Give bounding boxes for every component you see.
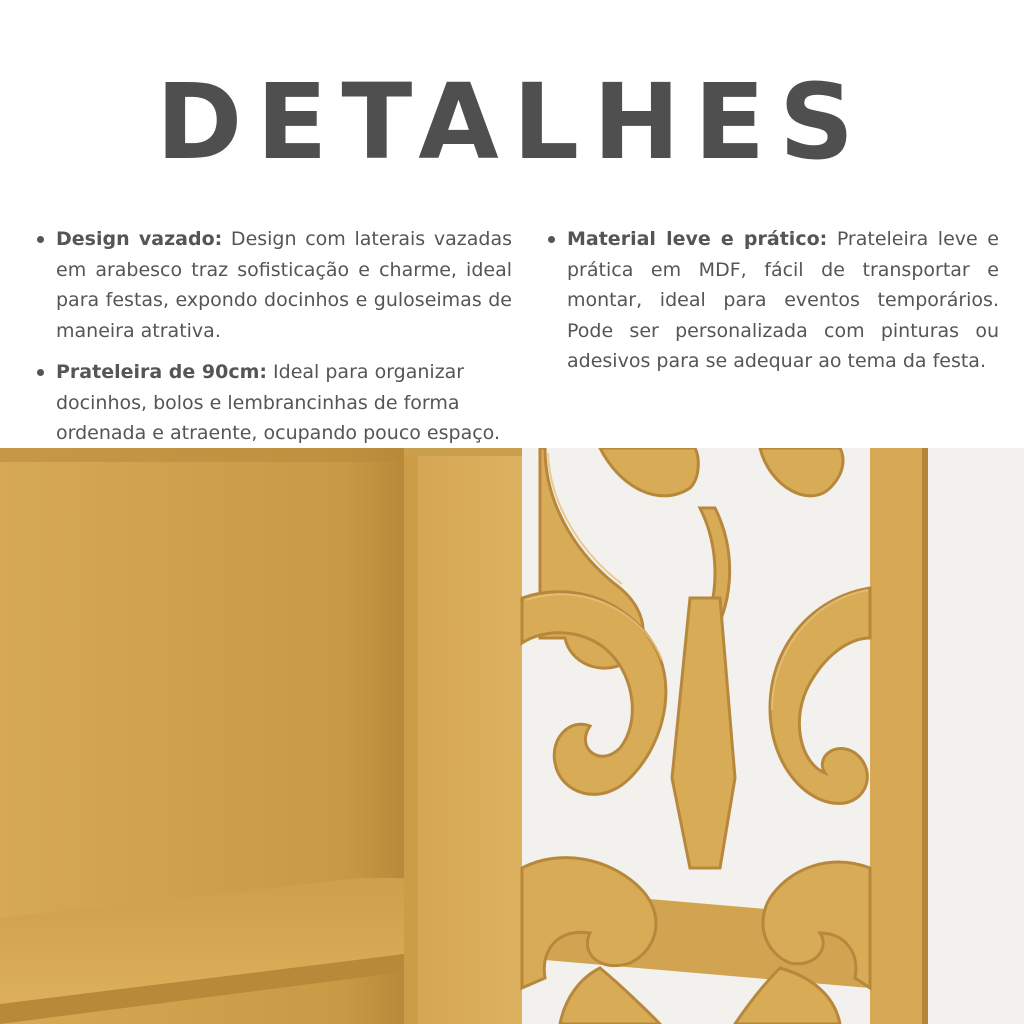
features-left [34, 224, 512, 460]
feature-design-vazado [34, 224, 512, 346]
feature-text: Design com laterais vazadas em arabesco traz sofisticação e charme, ideal para festas, expondo docinhos e guloseimas de maneira atrativa. [56, 228, 513, 342]
feature-label: Prateleira de 90cm: [56, 361, 268, 383]
feature-text: Ideal para organizar docinhos, bolos e lembrancinhas de forma ordenada e atraente, ocupando pouco espaço. [56, 361, 500, 444]
shelf-illustration [0, 448, 1024, 1024]
feature-material-leve [545, 224, 999, 377]
features-right [545, 224, 999, 388]
ornament-frame-right [870, 448, 924, 1024]
feature-label: Material leve e prático: [567, 228, 828, 250]
feature-prateleira-90cm [34, 357, 512, 449]
product-photo [0, 448, 1024, 1024]
page-title: DETALHES [156, 61, 868, 183]
feature-label: Design vazado: [56, 228, 223, 250]
feature-text: Prateleira leve e prática em MDF, fácil de transportar e montar, ideal para eventos temporários. Pode ser personalizada com pinturas ou adesivos para se adequar ao tema da festa. [567, 228, 999, 372]
divider-panel [404, 448, 522, 1024]
